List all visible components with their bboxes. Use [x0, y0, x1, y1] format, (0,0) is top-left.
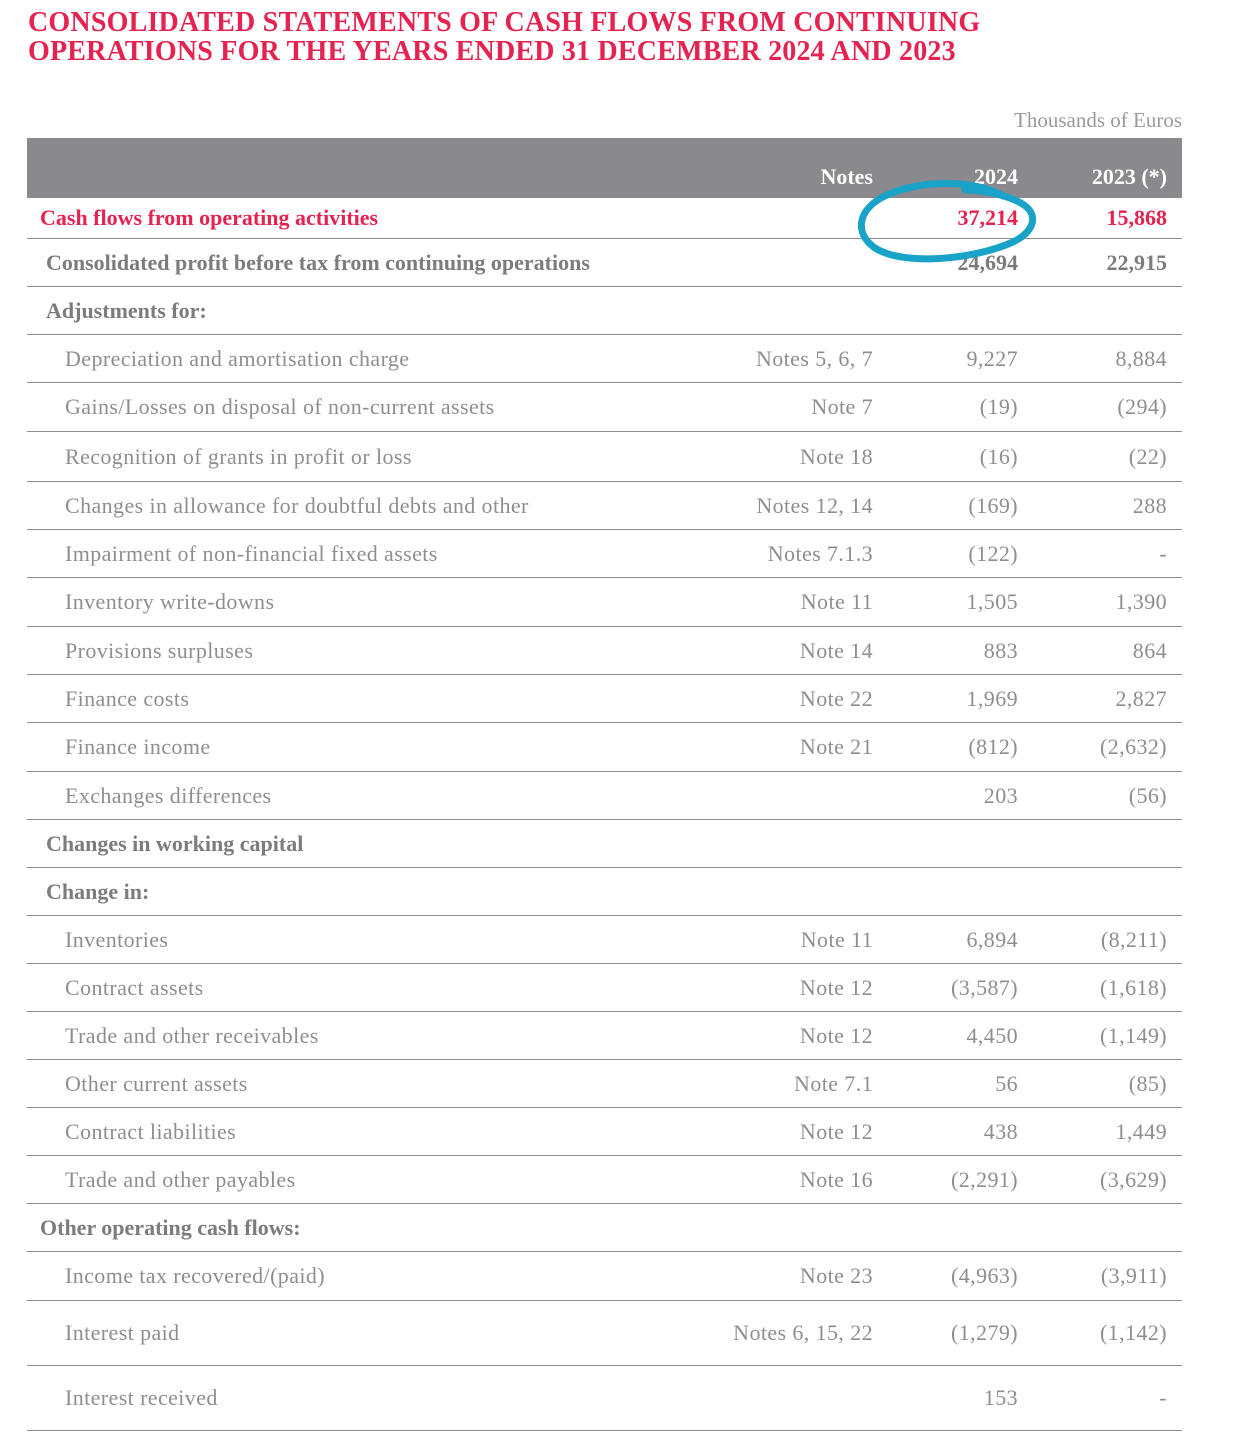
row-label: Change in: [46, 878, 150, 904]
row-value-2024: 1,969 [966, 685, 1018, 711]
row-notes: Note 11 [800, 926, 873, 952]
unit-label: Thousands of Euros [1014, 108, 1182, 132]
row-notes: Note 12 [799, 1022, 873, 1048]
row-value-2023: (1,149) [1100, 1022, 1167, 1048]
row-notes: Note 7.1 [794, 1070, 873, 1096]
row-value-2024: (16) [979, 443, 1018, 469]
row-notes: Note 21 [799, 734, 873, 759]
row-value-2024: 24,694 [957, 249, 1018, 275]
header-notes: Notes [820, 164, 873, 189]
row-value-2023: (85) [1128, 1070, 1167, 1096]
row-other-operating-heading [27, 1204, 1182, 1252]
table-row [27, 772, 1182, 820]
table-row [27, 1012, 1182, 1060]
row-label: Depreciation and amortisation charge [65, 345, 410, 371]
table-row [27, 964, 1182, 1012]
row-label: Consolidated profit before tax from continuing operations [46, 249, 590, 275]
row-value-2024: (19) [979, 394, 1018, 419]
row-value-2024: 883 [983, 637, 1018, 663]
row-notes: Notes 7.1.3 [767, 540, 873, 566]
header-year-2024: 2024 [974, 164, 1018, 189]
row-label: Inventory write-downs [65, 589, 275, 614]
table-row [27, 1301, 1182, 1366]
table-row [27, 530, 1182, 578]
row-label: Interest paid [65, 1320, 180, 1345]
table-row [27, 482, 1182, 530]
row-value-2023: 8,884 [1115, 345, 1167, 371]
row-value-2024: (122) [968, 540, 1018, 566]
row-label: Trade and other payables [65, 1166, 296, 1192]
row-value-2023: (1,142) [1100, 1320, 1167, 1345]
row-value-2024: 6,894 [966, 926, 1018, 952]
table-row [27, 383, 1182, 432]
row-value-2023: (56) [1128, 782, 1167, 808]
row-value-2024: (169) [968, 492, 1018, 518]
row-value-2023: (8,211) [1100, 926, 1167, 952]
row-value-2023: 22,915 [1106, 249, 1167, 275]
row-notes: Notes 6, 15, 22 [733, 1320, 873, 1345]
cash-flow-table [27, 138, 1182, 1431]
table-row [27, 1108, 1182, 1156]
table-header [27, 138, 1182, 198]
row-label: Gains/Losses on disposal of non-current assets [65, 394, 495, 419]
row-notes: Note 11 [800, 589, 873, 614]
table-row [27, 335, 1182, 383]
row-label: Changes in working capital [46, 830, 304, 856]
row-label: Trade and other receivables [65, 1022, 319, 1048]
row-value-2024: (1,279) [951, 1320, 1018, 1345]
row-value-2023: (3,629) [1100, 1166, 1167, 1192]
row-notes: Notes 5, 6, 7 [755, 345, 873, 371]
row-value-2023: 1,449 [1115, 1118, 1167, 1144]
row-label: Contract assets [65, 974, 204, 1000]
row-label: Recognition of grants in profit or loss [65, 443, 412, 469]
header-year-2023: 2023 (*) [1091, 164, 1167, 189]
row-label: Finance costs [65, 685, 190, 711]
row-notes: Note 12 [799, 974, 873, 1000]
row-value-2023: 15,868 [1106, 205, 1167, 230]
row-consolidated-profit [27, 239, 1182, 287]
row-value-2024: (4,963) [951, 1263, 1018, 1288]
row-label: Impairment of non-financial fixed assets [65, 540, 438, 566]
row-value-2023: (2,632) [1100, 734, 1167, 759]
row-value-2024: 37,214 [957, 205, 1018, 230]
row-value-2024: (2,291) [951, 1166, 1018, 1192]
row-label: Income tax recovered/(paid) [65, 1263, 325, 1288]
row-value-2023: 864 [1132, 637, 1167, 663]
row-value-2024: 9,227 [966, 345, 1018, 371]
row-value-2023: (294) [1117, 394, 1167, 419]
table-row [27, 578, 1182, 627]
row-value-2023: - [1159, 540, 1167, 566]
table-row [27, 627, 1182, 675]
row-label: Inventories [65, 926, 169, 952]
row-value-2024: 438 [983, 1118, 1018, 1144]
table-row [27, 1252, 1182, 1301]
row-cash-flows-operating [27, 198, 1182, 239]
row-label: Other operating cash flows: [40, 1214, 301, 1240]
row-label: Other current assets [65, 1070, 248, 1096]
row-value-2024: 4,450 [966, 1022, 1018, 1048]
row-notes: Notes 12, 14 [756, 492, 873, 518]
row-label: Cash flows from operating activities [40, 205, 379, 230]
row-label: Exchanges differences [65, 782, 272, 808]
statement-title [28, 8, 980, 66]
row-working-capital-heading [27, 820, 1182, 868]
table-row [27, 916, 1182, 964]
row-value-2024: (3,587) [951, 974, 1018, 1000]
title-line-1: CONSOLIDATED STATEMENTS OF CASH FLOWS FROM CONTINUING [28, 7, 981, 38]
row-adjustments-heading [27, 287, 1182, 335]
row-notes: Note 23 [799, 1263, 873, 1288]
row-value-2023: 2,827 [1115, 685, 1167, 711]
row-value-2023: 288 [1132, 492, 1167, 518]
row-value-2024: (812) [968, 734, 1018, 759]
row-value-2023: 1,390 [1115, 589, 1167, 614]
table-row [27, 1366, 1182, 1431]
table-row [27, 675, 1182, 723]
row-change-in-heading [27, 868, 1182, 916]
row-value-2023: (22) [1128, 443, 1167, 469]
row-label: Interest received [65, 1385, 218, 1410]
row-label: Changes in allowance for doubtful debts and other [65, 492, 529, 518]
row-value-2023: - [1159, 1385, 1167, 1410]
row-value-2023: (1,618) [1100, 974, 1167, 1000]
table-row [27, 432, 1182, 482]
row-label: Adjustments for: [46, 297, 207, 323]
row-value-2024: 56 [995, 1070, 1018, 1096]
row-label: Finance income [65, 734, 211, 759]
title-line-2: OPERATIONS FOR THE YEARS ENDED 31 DECEMBER 2024 AND 2023 [28, 36, 956, 67]
row-notes: Note 22 [799, 685, 873, 711]
row-notes: Note 16 [799, 1166, 873, 1192]
table-row [27, 723, 1182, 772]
row-label: Contract liabilities [65, 1118, 237, 1144]
row-value-2024: 153 [983, 1385, 1018, 1410]
row-notes: Note 7 [811, 394, 873, 419]
table-row [27, 1060, 1182, 1108]
row-notes: Note 18 [799, 443, 873, 469]
row-value-2024: 1,505 [966, 589, 1018, 614]
row-notes: Note 14 [799, 637, 873, 663]
row-notes: Note 12 [799, 1118, 873, 1144]
row-value-2024: 203 [983, 782, 1018, 808]
table-row [27, 1156, 1182, 1204]
row-value-2023: (3,911) [1100, 1263, 1167, 1288]
row-label: Provisions surpluses [65, 637, 254, 663]
